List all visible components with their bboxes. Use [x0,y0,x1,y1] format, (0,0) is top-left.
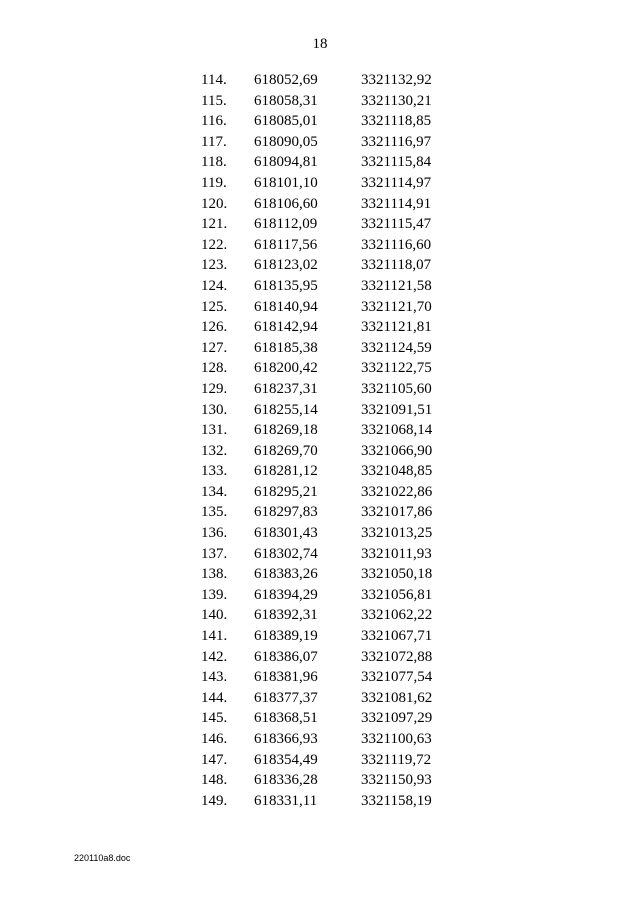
y-coordinate: 3321011,93 [361,545,432,562]
x-coordinate: 618269,18 [254,422,318,439]
y-coordinate: 3321068,14 [361,422,433,439]
point-number: 133. [201,463,228,480]
point-number: 130. [201,401,228,418]
y-coordinate: 3321122,75 [361,360,432,377]
y-coordinate: 3321017,86 [361,504,433,521]
point-number: 117. [201,133,227,150]
coordinate-table [0,70,640,811]
table-row [0,461,640,482]
x-coordinate: 618101,10 [254,174,318,191]
y-coordinate: 3321158,19 [361,792,432,809]
x-coordinate: 618090,05 [254,133,318,150]
x-coordinate: 618140,94 [254,298,318,315]
table-row [0,70,640,91]
x-coordinate: 618200,42 [254,360,318,377]
y-coordinate: 3321119,72 [361,751,432,768]
x-coordinate: 618377,37 [254,689,318,706]
x-coordinate: 618295,21 [254,483,318,500]
x-coordinate: 618366,93 [254,731,318,747]
y-coordinate: 3321116,97 [361,133,432,150]
footer-filename: 220110a8.doc [74,853,131,863]
table-row [0,729,640,750]
table-row [0,441,640,462]
x-coordinate: 618331,11 [254,792,318,809]
table-row [0,688,640,709]
point-number: 143. [201,669,228,686]
table-row [0,358,640,379]
y-coordinate: 3321118,85 [361,113,432,130]
table-row [0,482,640,503]
table-row [0,255,640,276]
x-coordinate: 618123,02 [254,257,318,274]
point-number: 132. [201,442,228,459]
point-number: 124. [201,277,228,294]
point-number: 142. [201,648,228,665]
x-coordinate: 618237,31 [254,380,318,397]
point-number: 119. [201,174,227,191]
x-coordinate: 618142,94 [254,319,318,336]
x-coordinate: 618354,49 [254,751,318,768]
x-coordinate: 618297,83 [254,504,318,521]
table-row [0,564,640,585]
x-coordinate: 618112,09 [254,216,318,233]
x-coordinate: 618106,60 [254,195,318,212]
table-row [0,791,640,812]
table-row [0,770,640,791]
y-coordinate: 3321100,63 [361,731,432,747]
point-number: 116. [201,113,227,130]
y-coordinate: 3321130,21 [361,92,432,109]
y-coordinate: 3321121,81 [361,319,432,336]
x-coordinate: 618135,95 [254,277,318,294]
x-coordinate: 618117,56 [254,236,318,253]
y-coordinate: 3321115,84 [361,154,432,171]
y-coordinate: 3321114,97 [361,174,432,191]
table-row [0,667,640,688]
x-coordinate: 618185,38 [254,339,318,356]
y-coordinate: 3321050,18 [361,566,433,583]
table-row [0,91,640,112]
x-coordinate: 618058,31 [254,92,318,109]
point-number: 146. [201,731,228,747]
point-number: 115. [201,92,227,109]
x-coordinate: 618255,14 [254,401,318,418]
table-row [0,276,640,297]
y-coordinate: 3321105,60 [361,380,432,397]
x-coordinate: 618383,26 [254,566,318,583]
table-row [0,544,640,565]
point-number: 114. [201,72,227,88]
y-coordinate: 3321066,90 [361,442,433,459]
point-number: 129. [201,380,228,397]
table-row [0,194,640,215]
point-number: 136. [201,525,228,542]
y-coordinate: 3321097,29 [361,710,433,727]
table-row [0,523,640,544]
point-number: 147. [201,751,228,768]
point-number: 123. [201,257,228,274]
x-coordinate: 618392,31 [254,607,318,624]
point-number: 122. [201,236,228,253]
table-row [0,420,640,441]
point-number: 138. [201,566,228,583]
y-coordinate: 3321124,59 [361,339,432,356]
x-coordinate: 618394,29 [254,586,318,603]
y-coordinate: 3321081,62 [361,689,433,706]
y-coordinate: 3321114,91 [361,195,432,212]
y-coordinate: 3321013,25 [361,525,433,542]
x-coordinate: 618389,19 [254,628,318,645]
table-row [0,379,640,400]
point-number: 121. [201,216,228,233]
table-row [0,317,640,338]
point-number: 140. [201,607,228,624]
point-number: 126. [201,319,228,336]
y-coordinate: 3321062,22 [361,607,433,624]
x-coordinate: 618052,69 [254,72,318,88]
table-row [0,214,640,235]
point-number: 118. [201,154,227,171]
table-row [0,400,640,421]
point-number: 135. [201,504,228,521]
point-number: 149. [201,792,228,809]
y-coordinate: 3321067,71 [361,628,433,645]
point-number: 128. [201,360,228,377]
y-coordinate: 3321132,92 [361,72,432,88]
x-coordinate: 618368,51 [254,710,318,727]
point-number: 125. [201,298,228,315]
x-coordinate: 618281,12 [254,463,318,480]
x-coordinate: 618336,28 [254,772,318,789]
table-row [0,173,640,194]
y-coordinate: 3321022,86 [361,483,433,500]
table-row [0,297,640,318]
table-row [0,585,640,606]
table-row [0,338,640,359]
table-row [0,708,640,729]
x-coordinate: 618269,70 [254,442,318,459]
y-coordinate: 3321048,85 [361,463,433,480]
point-number: 127. [201,339,228,356]
x-coordinate: 618302,74 [254,545,318,562]
table-row [0,502,640,523]
table-row [0,132,640,153]
point-number: 148. [201,772,228,789]
point-number: 145. [201,710,228,727]
page-number: 18 [312,36,328,52]
table-row [0,235,640,256]
y-coordinate: 3321121,70 [361,298,432,315]
point-number: 139. [201,586,228,603]
table-row [0,626,640,647]
y-coordinate: 3321072,88 [361,648,433,665]
table-row [0,111,640,132]
point-number: 131. [201,422,228,439]
x-coordinate: 618381,96 [254,669,318,686]
table-row [0,750,640,771]
y-coordinate: 3321077,54 [361,669,433,686]
point-number: 141. [201,628,228,645]
table-row [0,647,640,668]
table-row [0,605,640,626]
x-coordinate: 618301,43 [254,525,318,542]
y-coordinate: 3321118,07 [361,257,432,274]
table-row [0,152,640,173]
point-number: 134. [201,483,228,500]
y-coordinate: 3321115,47 [361,216,432,233]
y-coordinate: 3321056,81 [361,586,433,603]
y-coordinate: 3321150,93 [361,772,432,789]
point-number: 137. [201,545,228,562]
point-number: 120. [201,195,228,212]
x-coordinate: 618094,81 [254,154,318,171]
y-coordinate: 3321091,51 [361,401,433,418]
y-coordinate: 3321121,58 [361,277,432,294]
y-coordinate: 3321116,60 [361,236,432,253]
x-coordinate: 618085,01 [254,113,318,130]
x-coordinate: 618386,07 [254,648,318,665]
point-number: 144. [201,689,228,706]
